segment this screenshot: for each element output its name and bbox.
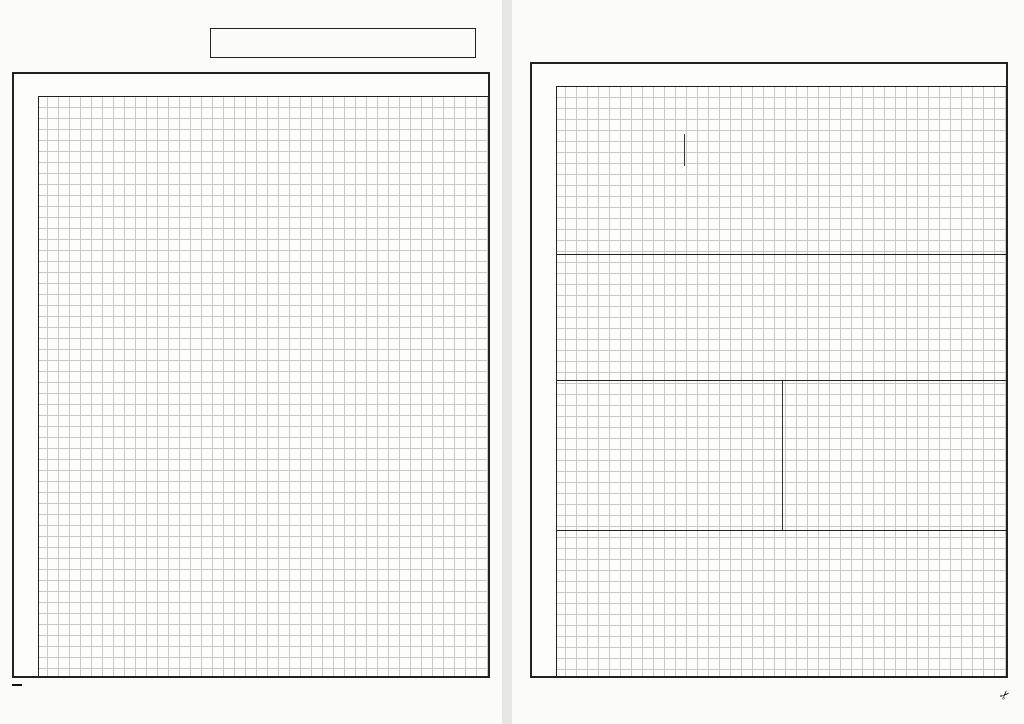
scissor-icon: ✂ [996,686,1014,704]
work-note [752,230,1000,250]
instruction-box [210,28,476,58]
brace-note [684,134,688,166]
footer-badge [12,684,22,686]
logo [14,22,44,68]
section-economy [532,254,1006,381]
section-work [532,86,1006,255]
footer-quote [12,684,490,712]
section-label [532,86,556,254]
table-header [532,64,1006,87]
right-page [512,0,1024,724]
section-study [532,380,1006,531]
left-sheet-table [12,72,490,678]
right-sheet-table [530,62,1008,678]
section-hobby [532,530,1006,676]
left-page [0,0,502,724]
section-label [532,530,556,676]
table-header [14,74,488,97]
section-label [532,254,556,380]
section-label [532,380,556,530]
gutter [502,0,512,724]
